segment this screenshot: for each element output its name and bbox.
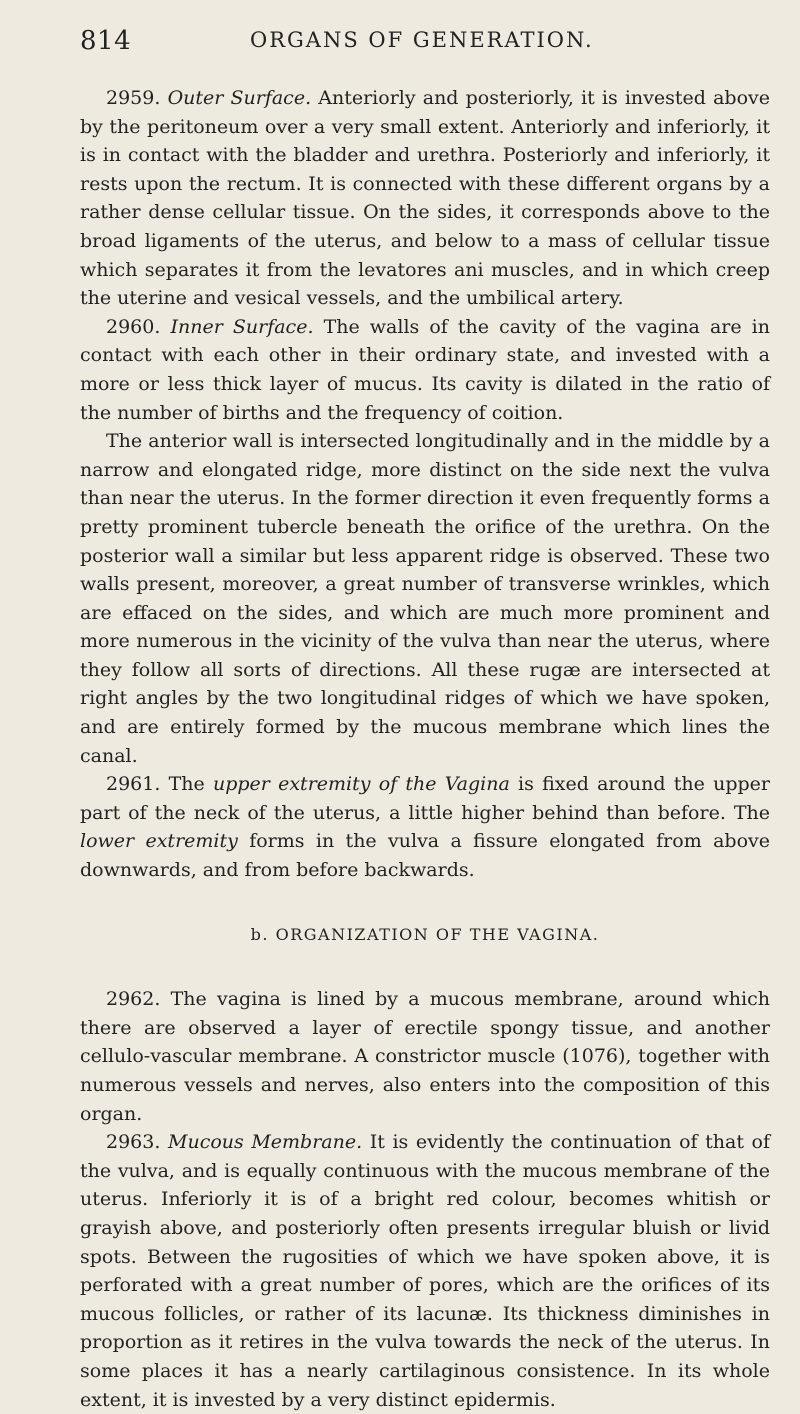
paragraph-text: It is evidently the continuation of that of the vulva, and is equally continuous with the mucous membrane of the uterus. Inferiorly it is of a bright red colour, becomes whitish or grayish above, and posteriorly often presents irregular bluish or livid spots. Between the rugosities of which we have spoken above, it is perforated with a great number of pores, which are the orifices of its mucous follicles, or rather of its lacunæ. Its thickness diminishes in proportion as it retires in the vulva towards the neck of the uterus. In some places it has a nearly cartilaginous consistence. In its whole extent, it is invested by a very distinct epidermis. bbox=[80, 1131, 771, 1411]
paragraph-number: 2961. bbox=[106, 773, 161, 796]
paragraph-number: 2959. bbox=[106, 87, 161, 109]
paragraph-text: The anterior wall is intersected longitudinally and in the middle by a narrow and elongated ridge, more distinct on the side next the vulva than near the uterus. In the former direction it even frequently forms a pretty prominent tubercle beneath the orifice of the urethra. On the posterior wall a similar but less apparent ridge is observed. These two walls present, moreover, a great number of transverse wrinkles, which are effaced on the sides, and which are much more prominent and more numerous in the vicinity of the vulva than near the uterus, where they follow all sorts of directions. All these rugæ are intersected at right angles by the two longitudinal ridges of which we have spoken, and are entirely formed by the mucous membrane which lines the canal. bbox=[80, 430, 770, 767]
paragraph-text-part: forms in the vulva a fissure elongated from above downwards, and from before backwards. bbox=[80, 830, 770, 882]
paragraph-number: 2963. bbox=[106, 1131, 161, 1154]
paragraph-2963 bbox=[80, 1128, 770, 1414]
paragraph-text-part bbox=[134, 830, 145, 852]
paragraph-text: The walls of the cavity of the vagina are in contact with each other in their ordinary state, and invested with a more or less thick layer of mucus. Its cavity is dilated in the ratio of the number of births and the frequency of coition. bbox=[80, 315, 770, 424]
paragraph-number: 2962. bbox=[106, 988, 161, 1011]
running-head: ORGANS OF GENERATION. bbox=[250, 28, 594, 52]
paragraph-title: Mucous Membrane. bbox=[168, 1131, 363, 1154]
paragraph-text-part: is fixed around the upper part of the neck of the uterus, a little higher behind than before. The bbox=[80, 773, 770, 824]
paragraph-2961 bbox=[80, 770, 770, 884]
paragraph-2962 bbox=[80, 985, 770, 1128]
page-number: 814 bbox=[80, 26, 132, 56]
paragraph-number: 2960. bbox=[106, 315, 161, 338]
page-body bbox=[80, 84, 770, 1414]
italic-term: upper extremity of the Vagina bbox=[213, 773, 510, 796]
paragraph-2959 bbox=[80, 84, 770, 313]
italic-term: lower bbox=[80, 830, 135, 853]
paragraph-2960 bbox=[80, 313, 770, 427]
page-header bbox=[80, 18, 760, 58]
italic-term: extremity bbox=[145, 830, 238, 853]
paragraph-text: The vagina is lined by a mucous membrane, around which there are observed a layer of erectile spongy tissue, and another cellulo-vascular membrane. A constrictor muscle (1076), together with numerous vessels and nerves, also enters into the composition of this organ. bbox=[80, 988, 770, 1125]
paragraph-text-part: The bbox=[168, 773, 213, 796]
section-heading: b. ORGANIZATION OF THE VAGINA. bbox=[250, 924, 600, 944]
paragraph-anterior-wall bbox=[80, 427, 770, 770]
paragraph-text: Anteriorly and posteriorly, it is invested above by the peritoneum over a very small extent. Anteriorly and inferiorly, it is in contact with the bladder and urethra. Posteriorly and inferiorly, it rests upon the rectum. It is connected with these different organs by a rather dense cellular tissue. On the sides, it corresponds above to the broad ligaments of the uterus, and below to a mass of cellular tissue which separates it from the levatores ani muscles, and in which creep the uterine and vesical vessels, and the umbilical artery. bbox=[80, 87, 770, 310]
paragraph-title: Outer Surface. bbox=[167, 87, 312, 109]
paragraph-title: Inner Surface. bbox=[170, 315, 314, 338]
